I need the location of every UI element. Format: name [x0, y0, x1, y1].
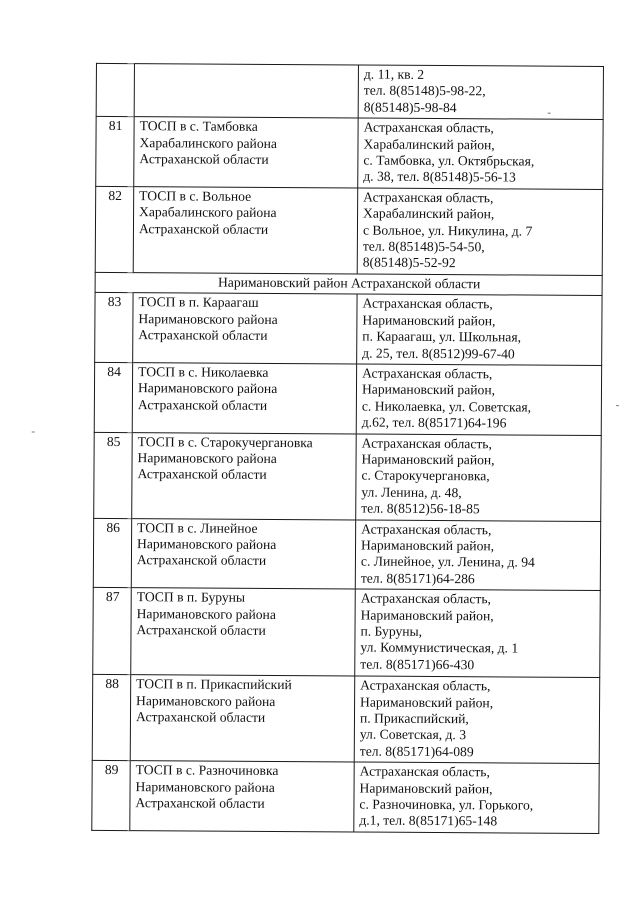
row-number: 86 [93, 518, 131, 588]
cell-line: 8(85148)5-98-84 [363, 99, 457, 115]
cell-line: Наримановский район, [360, 537, 495, 554]
organization-name [134, 117, 358, 188]
organization-address [356, 364, 601, 435]
table-row [92, 761, 599, 834]
organization-address [355, 589, 601, 677]
cell-line: Наримановский район, [362, 312, 496, 329]
section-title: Наримановский район Астраханской области [95, 272, 602, 296]
cell-line: ТОСП в п. Буруны [136, 589, 246, 606]
cell-line: Астраханской области [137, 396, 268, 413]
cell-line: Наримановского района [136, 605, 276, 622]
cell-line: Астраханской области [136, 552, 267, 569]
cell-line: с. Тамбовка, ул. Октябрьская, [363, 152, 535, 169]
row-number [96, 63, 134, 116]
cell-line: Харабалинский район, [363, 205, 495, 222]
cell-line: Астраханская область, [363, 189, 494, 206]
organization-name [134, 64, 358, 119]
cell-line: Астраханской области [137, 466, 267, 483]
scan-speck [616, 405, 619, 406]
cell-line: п. Прикаспийский, [359, 710, 469, 727]
cell-line: ТОСП в п. Караагаш [138, 294, 259, 311]
cell-line: Астраханская область, [360, 590, 492, 607]
cell-line: Астраханской области [136, 622, 266, 638]
organization-address [358, 118, 603, 189]
cell-line: тел. 8(85171)64-286 [360, 570, 475, 587]
cell-line: Наримановского района [137, 380, 278, 397]
organization-name [132, 432, 357, 519]
table-row [92, 675, 600, 764]
scan-speck [548, 113, 551, 114]
organization-name [133, 186, 358, 273]
cell-line: д. 38, тел. 8(85148)5-56-13 [363, 168, 516, 185]
cell-line: Астраханской области [138, 327, 268, 344]
row-number: 87 [93, 588, 132, 675]
cell-line: с. Линейное, ул. Ленина, д. 94 [360, 553, 535, 570]
cell-line: Астраханская область, [361, 521, 492, 537]
cell-line: д. 25, тел. 8(8512)99-67-40 [362, 345, 515, 361]
organization-address [354, 676, 600, 764]
row-number: 89 [92, 761, 130, 831]
row-number: 85 [94, 432, 133, 518]
cell-line: ТОСП в с. Николаевка [138, 364, 269, 380]
row-number: 81 [96, 117, 134, 187]
cell-line: Наримановского района [137, 536, 277, 552]
cell-line: Астраханской области [139, 151, 269, 168]
organization-name [133, 293, 357, 364]
cell-line: тел. 8(85148)5-54-50, [362, 238, 485, 255]
cell-line: ТОСП в с. Вольное [139, 188, 252, 204]
organization-address [356, 434, 602, 522]
organization-name [130, 675, 355, 762]
organization-name [131, 588, 356, 676]
cell-line: Астраханская область, [361, 435, 492, 451]
table-row [94, 362, 601, 435]
table-row [93, 588, 601, 678]
organization-address [358, 65, 603, 120]
cell-line: 8(85148)5-52-92 [362, 255, 456, 271]
cell-line: Харабалинского района [139, 204, 277, 221]
organization-address [354, 762, 599, 833]
row-number: 83 [95, 293, 133, 363]
organization-name [130, 761, 354, 832]
organization-address [357, 188, 603, 276]
cell-line: ул. Коммунистическая, д. 1 [360, 639, 519, 656]
cell-line: тел. 8(85171)64-089 [359, 743, 474, 760]
cell-line: Астраханская область, [359, 763, 490, 780]
cell-line: Наримановский район, [361, 451, 495, 468]
cell-line: ТОСП в п. Прикаспийский [136, 676, 292, 693]
table-row [96, 63, 603, 119]
cell-line: Наримановский район, [360, 607, 494, 623]
cell-line: Наримановский район, [359, 780, 493, 796]
cell-line: ул. Ленина, д. 48, [361, 484, 462, 500]
cell-line: Харабалинского района [139, 134, 278, 151]
cell-line: Астраханская область, [363, 119, 494, 136]
table-row [96, 117, 603, 190]
cell-line: с. Николаевка, ул. Советская, [361, 398, 532, 415]
cell-line: тел. 8(85171)66-430 [360, 656, 475, 673]
organization-address [355, 520, 600, 591]
row-number: 88 [92, 675, 131, 761]
cell-line: Астраханской области [135, 795, 265, 811]
scan-speck [32, 432, 35, 433]
cell-line: ул. Советская, д. 3 [359, 726, 467, 743]
cell-line: д.1, тел. 8(85171)65-148 [359, 812, 498, 829]
cell-line: Астраханская область, [362, 365, 493, 382]
cell-line: тел. 8(8512)56-18-85 [361, 500, 480, 517]
cell-line: ТОСП в с. Старокучергановка [137, 433, 313, 450]
cell-line: ТОСП в с. Разночиновка [135, 762, 279, 779]
cell-line: п. Буруны, [360, 623, 423, 639]
cell-line: Наримановский район, [361, 381, 496, 398]
cell-line: с Вольное, ул. Никулина, д. 7 [362, 222, 533, 239]
cell-line: Харабалинский район, [363, 136, 495, 152]
cell-line: с. Старокучергановка, [361, 467, 490, 484]
cell-line: тел. 8(85148)5-98-22, [363, 82, 486, 99]
cell-line: д.62, тел. 8(85171)64-196 [361, 414, 507, 431]
cell-line: Астраханская область, [362, 295, 493, 312]
cell-line: Астраханской области [138, 220, 269, 237]
cell-line: Астраханской области [135, 709, 266, 725]
table-row [94, 432, 602, 521]
organization-name [131, 518, 355, 589]
cell-line: Наримановский район, [360, 694, 494, 710]
cell-line: д. 11, кв. 2 [363, 66, 425, 82]
cell-line: Наримановского района [137, 450, 277, 466]
registry-table-body [92, 63, 604, 833]
cell-line: Астраханская область, [360, 677, 491, 694]
cell-line: Наримановского района [138, 310, 278, 327]
cell-line: ТОСП в с. Тамбовка [139, 118, 258, 135]
table-row [95, 186, 603, 275]
row-number: 82 [95, 186, 134, 272]
cell-line: Наримановского района [135, 778, 275, 795]
cell-line: Наримановского района [136, 692, 276, 709]
cell-line: ТОСП в с. Линейное [137, 519, 258, 536]
organization-name [132, 363, 356, 434]
cell-line: с. Разночиновка, ул. Горького, [359, 796, 534, 813]
registry-table [91, 63, 604, 834]
table-row [95, 293, 602, 366]
table-row [93, 518, 600, 591]
row-number: 84 [94, 362, 132, 432]
cell-line: п. Караагаш, ул. Школьная, [362, 328, 522, 345]
organization-address [357, 294, 602, 365]
